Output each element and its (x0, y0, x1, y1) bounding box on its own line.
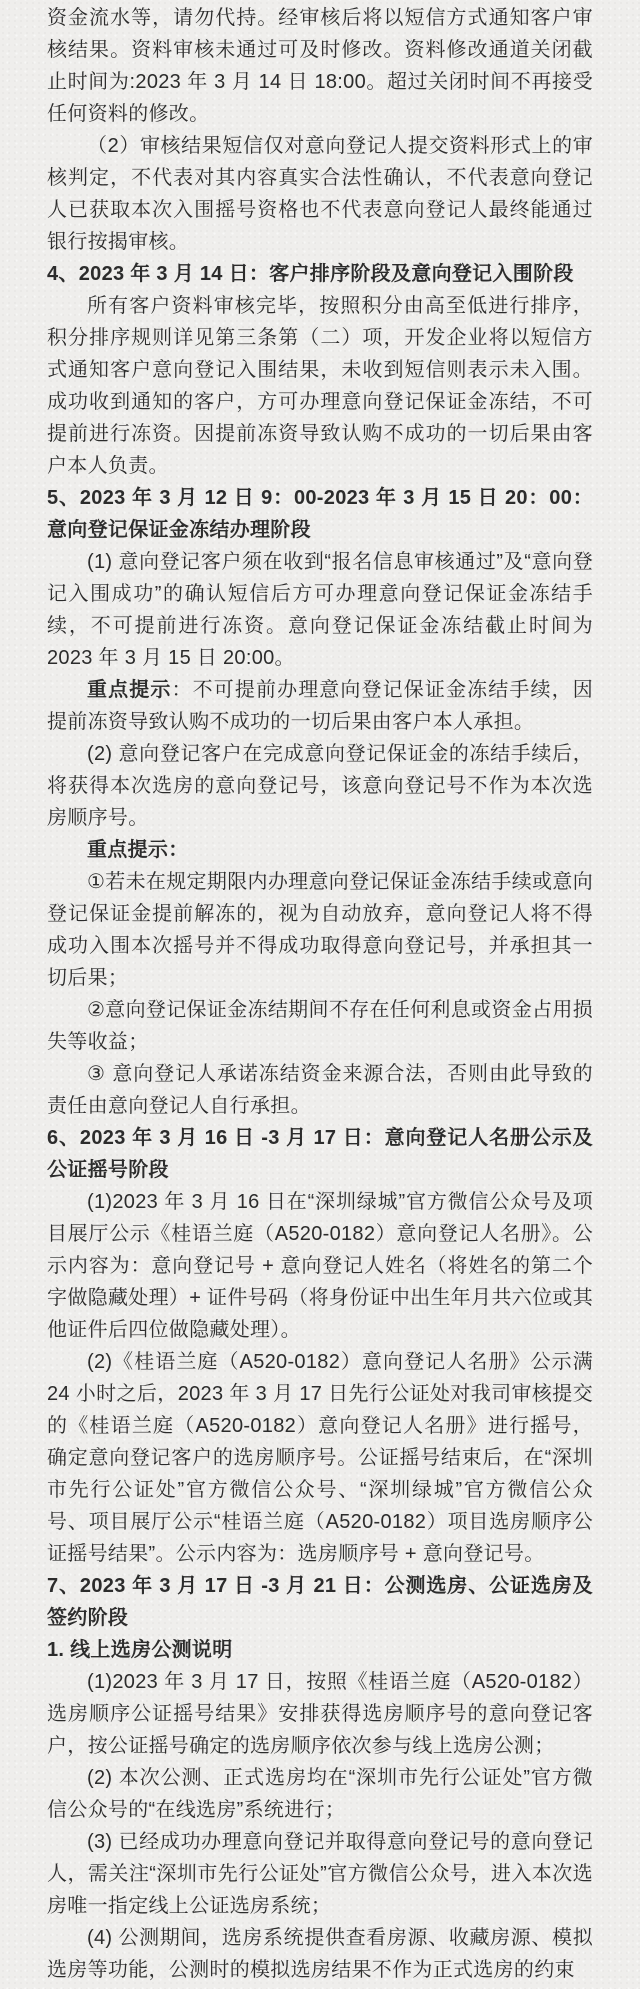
paragraph-funds-review-continuation: 资金流水等，请勿代持。经审核后将以短信方式通知客户审核结果。资料审核未通过可及时修改。资料修改通道关闭截止时间为:2023 年 3 月 14 日 18:00。超过关闭时间不再接受任何资料的修改。 (47, 7, 593, 125)
section-5-heading: 5、2023 年 3 月 12 日 9：00-2023 年 3 月 15 日 20：00：意向登记保证金冻结办理阶段 (47, 487, 593, 541)
paragraph-reminder-circle-3: ③ 意向登记人承诺冻结资金来源合法，否则由此导致的责任由意向登记人自行承担。 (47, 1063, 593, 1117)
paragraph-roster-publicity-item-2: (2)《桂语兰庭（A520-0182）意向登记人名册》公示满 24 小时之后，2023 年 3 月 17 日先行公证处对我司审核提交的《桂语兰庭（A520-0182）意向登记人名册》进行摇号，确定意向登记客户的选房顺序号。公证摇号结束后，在“深圳市先行公证处”官方微信公众号、“深圳绿城”官方微信公众号、项目展厅公示“桂语兰庭（A520-0182）项目选房顺序公证摇号结果”。公示内容为：选房顺序号 + 意向登记号。 (47, 1351, 593, 1565)
paragraph-key-reminder-freeze (47, 674, 593, 738)
paragraph-ranking-rules: 所有客户资料审核完毕，按照积分由高至低进行排序，积分排序规则详见第三条第（二）项，开发企业将以短信方式通知客户意向登记入围结果，未收到短信则表示未入围。成功收到通知的客户，方可办理意向登记保证金冻结，不可提前进行冻资。因提前冻资导致认购不成功的一切后果由客户本人负责。 (47, 295, 593, 477)
paragraph-beta-item-4: (4) 公测期间，选房系统提供查看房源、收藏房源、模拟选房等功能，公测时的模拟选房结果不作为正式选房的约束 (47, 1927, 593, 1981)
section-6-heading: 6、2023 年 3 月 16 日 -3 月 17 日：意向登记人名册公示及公证摇号阶段 (47, 1127, 593, 1181)
paragraph-reminder-circle-2: ②意向登记保证金冻结期间不存在任何利息或资金占用损失等收益； (47, 999, 593, 1053)
paragraph-beta-item-1: (1)2023 年 3 月 17 日，按照《桂语兰庭（A520-0182）选房顺序公证摇号结果》安排获得选房顺序号的意向登记客户，按公证摇号确定的选房顺序依次参与线上选房公测； (47, 1671, 593, 1757)
paragraph-beta-item-3: (3) 已经成功办理意向登记并取得意向登记号的意向登记人，需关注“深圳市先行公证处”官方微信公众号，进入本次选房唯一指定线上公证选房系统； (47, 1831, 593, 1917)
paragraph-reminder-circle-1: ①若未在规定期限内办理意向登记保证金冻结手续或意向登记保证金提前解冻的，视为自动放弃，意向登记人将不得成功入围本次摇号并不得成功取得意向登记号，并承担其一切后果； (47, 871, 593, 989)
paragraph-beta-item-2: (2) 本次公测、正式选房均在“深圳市先行公证处”官方微信公众号的“在线选房”系统进行； (47, 1767, 593, 1821)
key-reminder-heading: 重点提示： (87, 839, 189, 861)
paragraph-review-sms-disclaimer: （2）审核结果短信仅对意向登记人提交资料形式上的审核判定，不代表对其内容真实合法性确认，不代表意向登记人已获取本次入围摇号资格也不代表意向登记人最终能通过银行按揭审核。 (47, 135, 593, 253)
section-7-heading: 7、2023 年 3 月 17 日 -3 月 21 日：公测选房、公证选房及签约阶段 (47, 1575, 593, 1629)
key-reminder-label: 重点提示 (87, 679, 172, 701)
section-4-heading: 4、2023 年 3 月 14 日：客户排序阶段及意向登记入围阶段 (47, 263, 574, 285)
paragraph-roster-publicity-item-1: (1)2023 年 3 月 16 日在“深圳绿城”官方微信公众号及项目展厅公示《桂语兰庭（A520-0182）意向登记人名册》。公示内容为：意向登记号 + 意向登记人姓名（将姓名的第二个字做隐藏处理）+ 证件号码（将身份证中出生年月共六位或其他证件后四位做隐藏处理）。 (47, 1191, 593, 1341)
paragraph-deposit-freeze-item-2: (2) 意向登记客户在完成意向登记保证金的冻结手续后，将获得本次选房的意向登记号，该意向登记号不作为本次选房顺序号。 (47, 743, 593, 829)
key-reminder-text: ：不可提前办理意向登记保证金冻结手续，因提前冻资导致认购不成功的一切后果由客户本人承担。 (47, 679, 594, 733)
subsection-online-beta-heading: 1. 线上选房公测说明 (47, 1639, 233, 1661)
paragraph-deposit-freeze-item-1: (1) 意向登记客户须在收到“报名信息审核通过”及“意向登记入围成功”的确认短信后方可办理意向登记保证金冻结手续，不可提前进行冻资。意向登记保证金冻结截止时间为 2023 年 3 月 15 日 20:00。 (47, 551, 593, 669)
